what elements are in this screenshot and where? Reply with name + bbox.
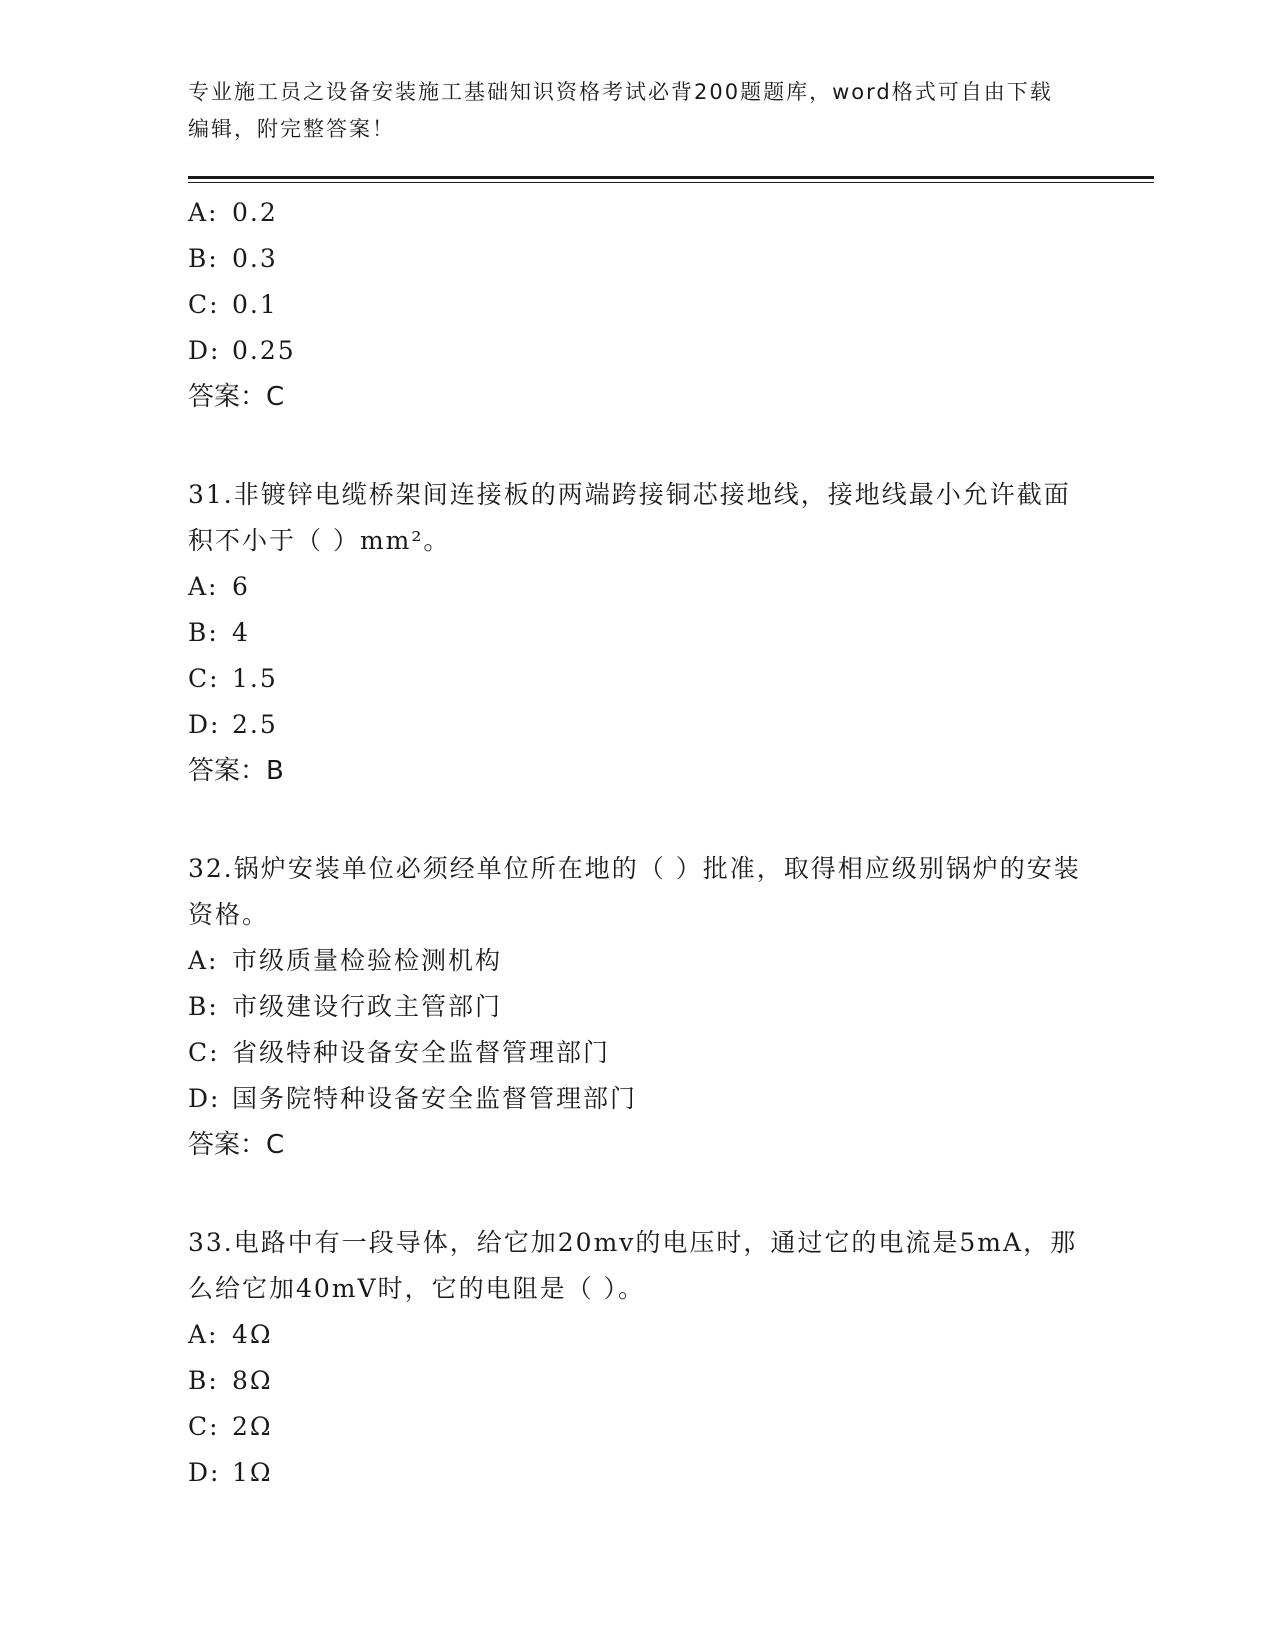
- header-divider-thick: [188, 176, 1154, 179]
- q32-option-d: D: 国务院特种设备安全监督管理部门: [188, 1084, 638, 1113]
- q31-option-c: C: 1.5: [188, 664, 278, 693]
- q33-option-b: B: 8Ω: [188, 1366, 273, 1395]
- q32-option-a: A: 市级质量检验检测机构: [188, 946, 503, 975]
- q30-option-c: C: 0.1: [188, 290, 278, 319]
- question-31-block: [188, 472, 1088, 794]
- q32-question-text: 32.锅炉安装单位必须经单位所在地的（ ）批准，取得相应级别锅炉的安装资格。: [188, 854, 1081, 929]
- question-33-block: [188, 1220, 1088, 1496]
- q31-question-text: 31.非镀锌电缆桥架间连接板的两端跨接铜芯接地线，接地线最小允许截面积不小于（ ）mm²。: [188, 480, 1071, 555]
- question-32-block: [188, 846, 1088, 1168]
- q32-answer: 答案：C: [188, 1130, 285, 1160]
- q33-option-a: A: 4Ω: [188, 1320, 273, 1349]
- question-list: [188, 190, 1088, 1496]
- document-header: 专业施工员之设备安装施工基础知识资格考试必背200题题库，word格式可自由下载编辑，附完整答案！: [188, 80, 1053, 141]
- q30-answer: 答案：C: [188, 382, 285, 412]
- header-divider-thin: [188, 182, 1154, 183]
- q33-option-d: D: 1Ω: [188, 1458, 273, 1487]
- q33-question-text: 33.电路中有一段导体，给它加20mv的电压时，通过它的电流是5mA，那么给它加40mV时，它的电阻是（ ）。: [188, 1228, 1078, 1303]
- q30-option-a: A: 0.2: [188, 198, 278, 227]
- q31-option-b: B: 4: [188, 618, 250, 647]
- q31-option-a: A: 6: [188, 572, 250, 601]
- q32-option-c: C: 省级特种设备安全监督管理部门: [188, 1038, 611, 1067]
- q31-option-d: D: 2.5: [188, 710, 278, 739]
- q30-option-d: D: 0.25: [188, 336, 296, 365]
- q32-option-b: B: 市级建设行政主管部门: [188, 992, 503, 1021]
- q30-option-b: B: 0.3: [188, 244, 278, 273]
- question-30-block: [188, 190, 1088, 420]
- q31-answer: 答案：B: [188, 756, 284, 786]
- q33-option-c: C: 2Ω: [188, 1412, 273, 1441]
